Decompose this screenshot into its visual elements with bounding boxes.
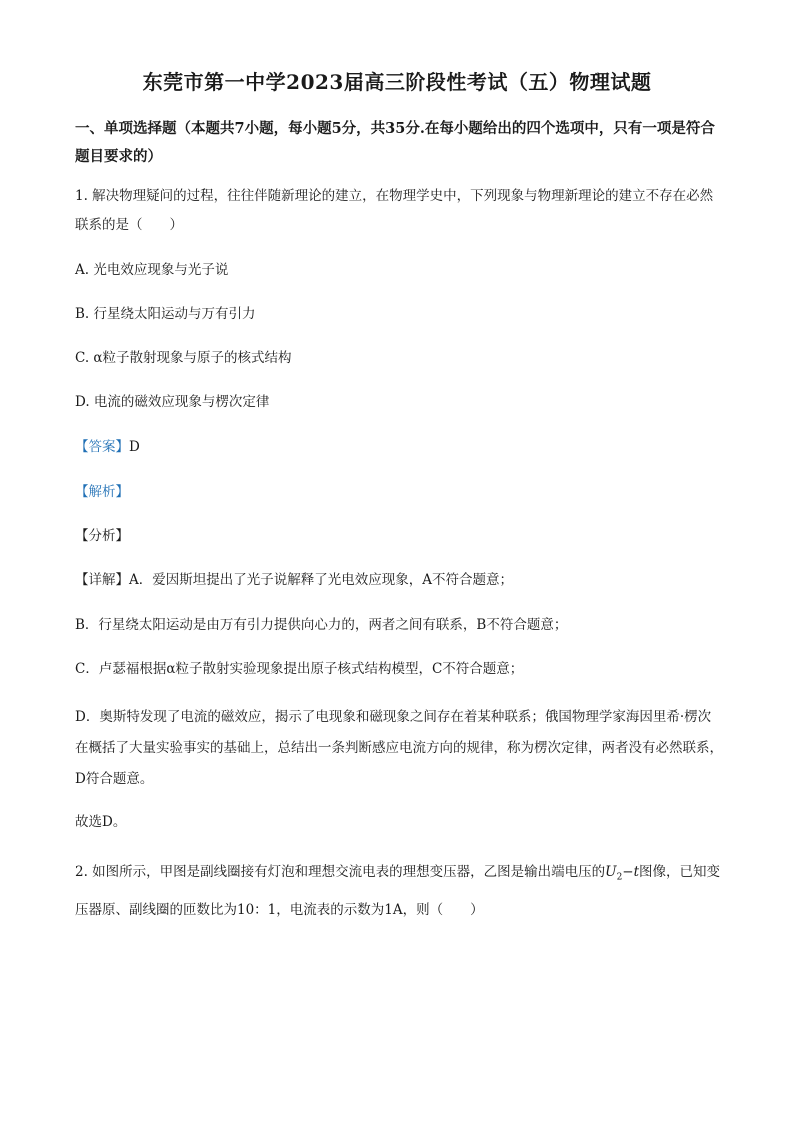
q2-stem-after: 图像，已知变压器原、副线圈的匝数比为10：1，电流表的示数为1A，则（ ） — [75, 864, 721, 918]
detail-c: C．卢瑟福根据α粒子散射实验现象提出原子核式结构模型，C不符合题意； — [75, 661, 524, 677]
q2-math-sub: 2 — [616, 872, 623, 883]
fenxi-line — [75, 523, 725, 549]
analysis-line — [75, 479, 725, 505]
question-2-stem — [75, 856, 723, 926]
q2-math-rest: −t — [622, 864, 640, 880]
q2-stem-before: 2. 如图所示，甲图是副线圈接有灯泡和理想交流电表的理想变压器，乙图是输出端电压的 — [75, 864, 606, 880]
answer-line — [75, 434, 725, 460]
option-a: A. 光电效应现象与光子说 — [75, 262, 229, 278]
q2-math — [605, 864, 640, 883]
answer-tag: 【答案】 — [75, 439, 129, 455]
detail-d: D．奥斯特发现了电流的磁效应，揭示了电现象和磁现象之间存在着某种联系；俄国物理学家海因里希·楞次在概括了大量实验事实的基础上，总结出一条判断感应电流方向的规律，称为楞次定律，两者没有必然联系，D符合题意。 — [75, 709, 723, 787]
detail-a: A．爱因斯坦提出了光子说解释了光电效应现象，A不符合题意； — [129, 572, 513, 588]
option-d: D. 电流的磁效应现象与楞次定律 — [75, 394, 270, 410]
fenxi-tag: 【分析】 — [75, 528, 129, 544]
section-heading: 一、单项选择题（本题共7小题，每小题5分，共35分.在每小题给出的四个选项中，只有一项是符合题目要求的） — [75, 120, 715, 165]
option-b: B. 行星绕太阳运动与万有引力 — [75, 306, 256, 322]
conclusion: 故选D。 — [75, 814, 127, 830]
detail-a-line — [75, 567, 725, 593]
detail-b: B．行星绕太阳运动是由万有引力提供向心力的，两者之间有联系，B不符合题意； — [75, 617, 568, 633]
analysis-tag: 【解析】 — [75, 484, 129, 500]
option-c: C. α粒子散射现象与原子的核式结构 — [75, 350, 292, 366]
question-1-stem: 1. 解决物理疑问的过程，往往伴随新理论的建立，在物理学史中，下列现象与物理新理论的建立不存在必然联系的是（ ） — [75, 188, 714, 233]
detail-tag: 【详解】 — [75, 572, 129, 588]
q2-math-u: U — [605, 864, 617, 880]
answer-value: D — [129, 439, 140, 455]
page-title: 东莞市第一中学2023届高三阶段性考试（五）物理试题 — [142, 70, 652, 94]
